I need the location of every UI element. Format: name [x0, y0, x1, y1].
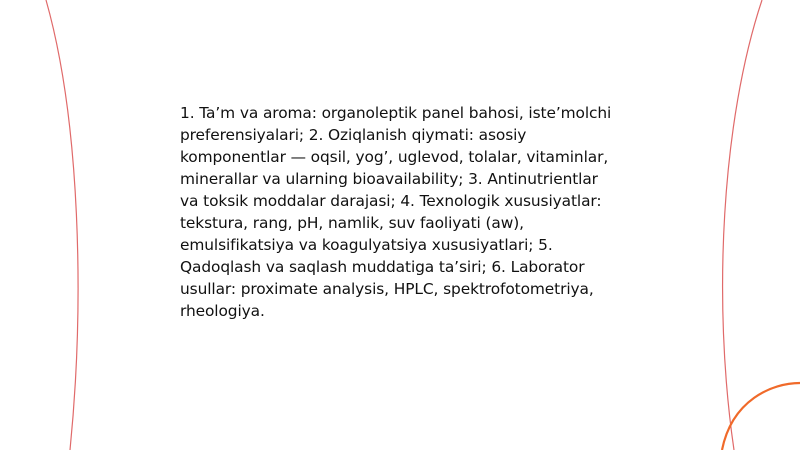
- left-thin-curve: [46, 0, 78, 450]
- slide-body-text: 1. Ta’m va aroma: organoleptik panel bahosi, iste’molchi preferensiyalari; 2. Oziqlanish qiymati: asosiy komponentlar — oqsil, yog’, uglevod, tolalar, vitaminlar, minerallar va ularning bioavailability; 3. Antinutrientlar va toksik moddalar darajasi; 4. Texnologik xususiyatlar: tekstura, rang, pH, namlik, suv faoliyati (aw), emulsifikatsiya va koagulyatsiya xususiyatlari; 5. Qadoqlash va saqlash muddatiga ta’siri; 6. Laborator usullar: proximate analysis, HPLC, spektrofotometriya, rheologiya.: [180, 104, 612, 320]
- bottom-right-orange-arc: [722, 383, 800, 450]
- right-thin-curve: [723, 0, 762, 450]
